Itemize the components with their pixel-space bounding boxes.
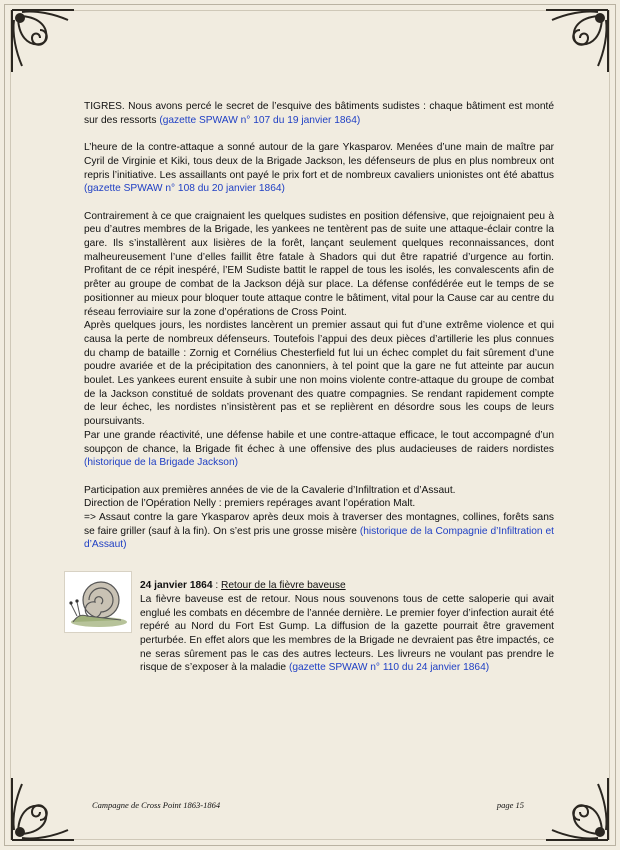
paragraph: Participation aux premières années de vie de la Cavalerie d’Infiltration et d’Assaut. bbox=[84, 484, 456, 496]
paragraph bbox=[140, 593, 554, 675]
paragraph bbox=[84, 511, 554, 552]
gazette-link[interactable]: (gazette SPWAW n° 108 du 20 janvier 1864) bbox=[84, 183, 285, 195]
ornament-icon bbox=[542, 6, 612, 76]
entry-title: Retour de la fièvre baveuse bbox=[221, 580, 346, 592]
gazette-link[interactable]: (gazette SPWAW n° 110 du 24 janvier 1864) bbox=[288, 662, 490, 674]
history-link[interactable]: (historique de la Compagnie d’Infiltration et d’Assaut) bbox=[84, 525, 554, 551]
paragraph-text: L’heure de la contre-attaque a sonné autour de la gare Ykasparov. Menées d’une main de maître par Cyril de Virginie et Kiki, tous deux de la Brigade Jackson, les défenseurs de plus en plus nombreux ont repris l’initiative. Les assaillants ont payé le prix fort et de nombreux cavaliers unionistes ont été abattus bbox=[84, 142, 554, 181]
entry-heading bbox=[140, 579, 554, 593]
ornament-icon bbox=[8, 6, 78, 76]
page-number: page 15 bbox=[496, 800, 524, 810]
paragraph bbox=[84, 141, 554, 196]
paragraph bbox=[84, 429, 554, 470]
paragraph-text: Par une grande réactivité, une défense habile et une contre-attaque efficace, le tout accompagné d’un soupçon de chance, la Brigade fit échec à une offensive des plus audacieuses de raiders nordistes bbox=[84, 429, 554, 455]
entry-separator: : bbox=[212, 580, 222, 592]
paragraph: Après quelques jours, les nordistes lancèrent un premier assaut qui fut d’une extrême violence et qui causa la perte de nombreux défenseurs. Toutefois l’appui des deux pièces d’artillerie les plus connues du champ de bataille : Zornig et Cornélius Chesterfield fut lui un échec complet du fait sûrement d’une poudre avariée et de la précipitation des canonniers, à tel point que la gare ne fut atteinte par aucun boulet. Les yankees eurent ensuite à subir une non moins violente contre-attaque du groupe de combat de la Jackson constitué de soldats provenant des quatre compagnies. Se rendant rapidement compte de leur échec, les nordistes n’insistèrent pas et se replièrent en désordre sous les coups de leurs poursuivants. bbox=[84, 320, 554, 428]
paragraph: Direction de l’Opération Nelly : premiers repérages avant l’opération Malt. bbox=[84, 498, 416, 510]
snail-icon bbox=[64, 571, 132, 633]
paragraph: Contrairement à ce que craignaient les quelques sudistes en position défensive, que rejoignaient peu à peu d’autres membres de la Brigade, les yankees ne tentèrent pas de suite une attaque-éclair contre la gare. Ils s’installèrent aux lisières de la forêt, lançant seulement quelques reconnaissances, dont malheureusement l’une d’elles faillit être fatale à Shadors qui dut être rapatrié d’urgence au fortin. Profitant de ce répit inespéré, l’EM Sudiste battit le rappel de tous les isolés, les convalescents afin de prêter au groupe de combat de la Jackson déjà sur place. La défense confédérée eut le temps de se positionner au mieux pour bloquer toute attaque contre le bâtiment, vital pour la Cause car au centre du réseau ferroviaire sur la zone d’opérations de Cross Point. bbox=[84, 210, 554, 318]
article-body bbox=[84, 100, 554, 675]
ornament-icon bbox=[8, 774, 78, 844]
paragraph bbox=[84, 100, 554, 127]
paragraph-text: TIGRES. Nous avons percé le secret de l’esquive des bâtiments sudistes : chaque bâtiment est monté sur des ressorts bbox=[84, 101, 554, 126]
entry-date: 24 janvier 1864 bbox=[140, 580, 213, 592]
news-entry bbox=[84, 579, 554, 675]
paragraph-text: La fièvre baveuse est de retour. Nous nous souvenons tous de cette saloperie qui avait englué les combats en décembre de l’année dernière. Le premier foyer d’infection aurait été repéré au Nord du Fort Est Gump. La diffusion de la gazette pourrait être gravement perturbée. En effet alors que les membres de la Brigade ne devraient pas être impactés, ce ne seras sûrement pas le cas des autres lecteurs. Les livreurs ne voulant pas prendre le risque de s’exposer à la maladie bbox=[140, 593, 554, 674]
footer-title: Campagne de Cross Point 1863-1864 bbox=[92, 800, 221, 810]
gazette-link[interactable]: (gazette SPWAW n° 107 du 19 janvier 1864) bbox=[159, 114, 361, 126]
paragraph-text: => Assaut contre la gare Ykasparov après deux mois à traverser des montagnes, collines, forêts sans se faire griller (sauf à la fin). On s’est pris une grosse misère bbox=[84, 512, 554, 537]
history-link[interactable]: (historique de la Brigade Jackson) bbox=[84, 457, 239, 469]
page-footer bbox=[92, 800, 524, 810]
ornament-icon bbox=[542, 774, 612, 844]
